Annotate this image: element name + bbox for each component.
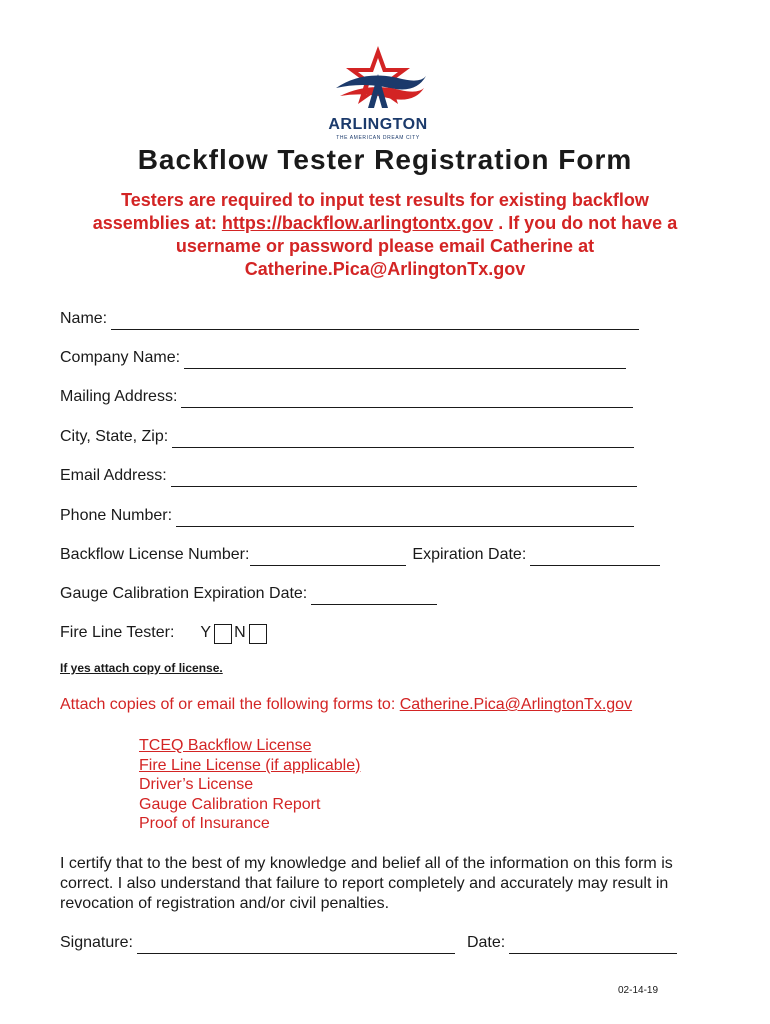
phone-number-label: Phone Number: xyxy=(60,507,173,524)
attach-instructions xyxy=(60,696,632,714)
company-name-label: Company Name: xyxy=(60,349,181,366)
gauge-calibration-field xyxy=(60,583,437,605)
arlington-logo xyxy=(318,44,438,146)
form-item-tceq-license[interactable]: TCEQ Backflow License xyxy=(139,737,312,754)
certification-statement: I certify that to the best of my knowledge and belief all of the information on this form is correct. I also understand that failure to report completely and accurately may result in revocation of registration and/or civil penalties. xyxy=(60,855,673,912)
star-logo-icon xyxy=(318,44,438,119)
mailing-address-label: Mailing Address: xyxy=(60,388,178,405)
form-item-drivers-license: Driver’s License xyxy=(139,776,254,793)
gauge-calibration-expiration-date-label: Gauge Calibration Expiration Date: xyxy=(60,585,308,602)
expiration-date-label: Expiration Date: xyxy=(412,546,527,563)
notice-before-link: Testers are required to input test results for existing backflow assemblies at: xyxy=(92,190,649,233)
name-label: Name: xyxy=(60,310,108,327)
notice-after-link: . If you do not have a username or password please email Catherine at Catherine.Pica@ArlingtonTx.gov xyxy=(175,213,678,279)
signature-label: Signature: xyxy=(60,934,133,951)
email-address-label: Email Address: xyxy=(60,467,167,484)
logo-wordmark: ARLINGTON xyxy=(328,116,428,133)
city-state-zip-field xyxy=(60,426,634,448)
no-checkbox[interactable] xyxy=(249,624,267,644)
form-item-fire-line-license[interactable]: Fire Line License (if applicable) xyxy=(139,756,361,774)
company-name-input-line[interactable] xyxy=(184,352,626,369)
signature-input-line[interactable] xyxy=(137,937,455,954)
page-title: Backflow Tester Registration Form xyxy=(137,144,633,175)
license-note: If yes attach copy of license. xyxy=(60,661,223,675)
form-item-gauge-calibration-report: Gauge Calibration Report xyxy=(139,795,321,813)
name-input-line[interactable] xyxy=(111,313,639,330)
fire-line-tester-field xyxy=(60,622,269,644)
form-item-proof-of-insurance: Proof of Insurance xyxy=(139,815,270,832)
no-label: N xyxy=(234,624,246,641)
yes-label: Y xyxy=(200,624,212,641)
expiration-date-input-line[interactable] xyxy=(530,549,660,566)
phone-number-input-line[interactable] xyxy=(176,510,634,527)
backflow-license-number-input-line[interactable] xyxy=(250,549,406,566)
notice-text xyxy=(80,189,690,281)
phone-number-field xyxy=(60,505,634,527)
revision-date: 02-14-19 xyxy=(618,985,659,996)
mailing-address-input-line[interactable] xyxy=(181,391,633,408)
logo-tagline: THE AMERICAN DREAM CITY xyxy=(336,135,420,141)
signature-field xyxy=(60,932,677,954)
name-field xyxy=(60,308,639,330)
required-forms-list xyxy=(139,736,360,834)
city-state-zip-input-line[interactable] xyxy=(172,431,634,448)
date-label: Date: xyxy=(466,934,506,951)
email-address-input-line[interactable] xyxy=(171,470,637,487)
yes-checkbox[interactable] xyxy=(214,624,232,644)
backflow-license-number-label: Backflow License Number: xyxy=(60,546,250,563)
attach-text: Attach copies of or email the following forms to: xyxy=(60,696,400,713)
license-field xyxy=(60,544,660,566)
gauge-calibration-expiration-date-input-line[interactable] xyxy=(311,588,437,605)
company-name-field xyxy=(60,347,626,369)
city-state-zip-label: City, State, Zip: xyxy=(60,428,169,445)
mailing-address-field xyxy=(60,386,633,408)
backflow-portal-link[interactable]: https://backflow.arlingtontx.gov xyxy=(221,213,494,233)
fire-line-tester-label: Fire Line Tester: xyxy=(60,624,175,641)
date-input-line[interactable] xyxy=(509,937,677,954)
email-address-field xyxy=(60,465,637,487)
attach-email-link[interactable]: Catherine.Pica@ArlingtonTx.gov xyxy=(399,696,633,713)
